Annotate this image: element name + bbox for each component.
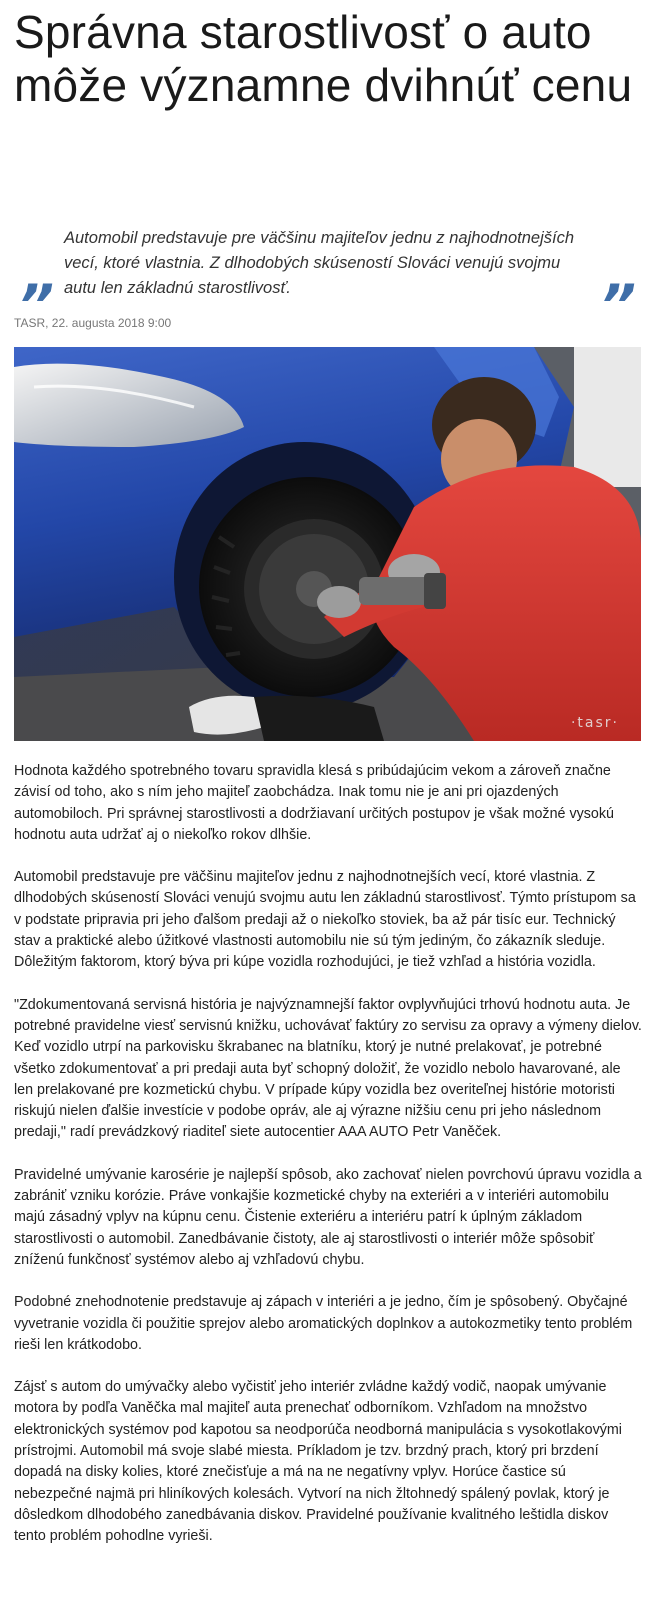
quote-open-icon: „ bbox=[24, 243, 61, 308]
article-meta: TASR, 22. augusta 2018 9:00 bbox=[14, 316, 172, 330]
photo-illustration bbox=[14, 347, 641, 741]
paragraph: Zájsť s autom do umývačky alebo vyčistiť jeho interiér zvládne každý vodič, naopak umývanie motora by podľa Vaněčka mal majiteľ auta prenechať odborníkom. Vzhľadom na množstvo elektronických systémov pod kapotou sa neodporúča neodborná manipulácia s vysokotlakovými prístrojmi. Automobil má svoje slabé miesta. Príkladom je tzv. brzdný prach, ktorý pri brzdení dopadá na disky kolies, ktoré znečisťuje a má na ne negatívny vplyv. Horúce častice sú nebezpečné najmä pri hliníkových kolesách. Vytvorí na nich žltohnedý spálený povlak, ktorý je dôsledkom dlhodobého zanedbávania diskov. Pravidelné používanie kvalitného leštidla diskov tento problém pohodlne vyrieši. bbox=[14, 1379, 622, 1545]
paragraph: Podobné znehodnotenie predstavuje aj zápach v interiéri a je jedno, čím je spôsobený. Obyčajné vyvetranie vozidla či použitie sprejov alebo aromatických doplnkov a autokozmetiky tento problém rieši len krátkodobo. bbox=[14, 1294, 633, 1353]
article-photo bbox=[14, 347, 641, 741]
paragraph: Pravidelné umývanie karosérie je najlepší spôsob, ako zachovať nielen povrchovú úpravu vozidla a zabrániť vzniku korózie. Práve vonkajšie kozmetické chyby na exteriéri a v interiéri automobilu majú zásadný vplyv na kúpnu cenu. Čistenie exteriéru a interiéru patrí k úplným základom starostlivosti o automobil. Zanedbávanie čistoty, ale aj starostlivosti o interiér môže spôsobiť zníženú funkčnosť systémov alebo aj vzhľadovú chybu. bbox=[14, 1166, 642, 1268]
paragraph: Hodnota každého spotrebného tovaru spravidla klesá s pribúdajúcim vekom a zároveň značne závisí od toho, ako s ním jeho majiteľ zaobchádza. Inak tomu nie je ani pri ojazdených automobiloch. Pri správnej starostlivosti a dodržiavaní určitých postupov je však možné vysokú hodnotu auta udržať aj o niekoľko rokov dlhšie. bbox=[14, 763, 614, 843]
paragraph: Automobil predstavuje pre väčšinu majiteľov jednu z najhodnotnejších vecí, ktoré vlastnia. Z dlhodobých skúseností Slováci venujú svojmu autu len základnú starostlivosť. Týmto prístupom sa v podstate pripravia pri jeho ďalšom predaji až o niekoľko stoviek, ba až pár tisíc eur. Technický stav a praktické alebo úžitkové vlastnosti automobilu nie sú tým jediným, čo zákazník sleduje. Dôležitým faktorom, ktorý býva pri kúpe vozidla rozhodujúci, je tiež vzhľad a história vozidla. bbox=[14, 869, 636, 971]
paragraph: "Zdokumentovaná servisná história je najvýznamnejší faktor ovplyvňujúci trhovú hodnotu auta. Je potrebné pravidelne viesť servisnú knižku, uchovávať faktúry zo servisu za opravy a výmeny dielov. Keď vozidlo utrpí na parkovisku škrabanec na blatníku, ktorý je nutné prelakovať, je potrebné všetko zdokumentovať a pri predaji auta byť schopný doložiť, že vozidlo nebolo havarované, ale len prelakované pre kozmetickú chybu. V prípade kúpy vozidla bez overiteľnej histórie motoristi riskujú nielen ďalšie investície v podobe opráv, ale aj výrazne nižšiu cenu pri jeho následnom predaji," radí prevádzkový riaditeľ siete autocentier AAA AUTO Petr Vaněček. bbox=[14, 996, 642, 1141]
article-body bbox=[14, 761, 642, 1569]
lead-text: Automobil predstavuje pre väčšinu majiteľov jednu z najhodnotnejších vecí, ktoré vlastnia. Z dlhodobých skúseností Slováci venujú svojmu autu len základnú starostlivosť. bbox=[64, 229, 575, 297]
quote-close-icon: „ bbox=[606, 243, 643, 308]
article-title: Správna starostlivosť o auto môže významne dvihnúť cenu bbox=[14, 6, 633, 111]
lead-quote bbox=[14, 226, 642, 308]
photo-watermark: ·tasr· bbox=[570, 715, 619, 731]
